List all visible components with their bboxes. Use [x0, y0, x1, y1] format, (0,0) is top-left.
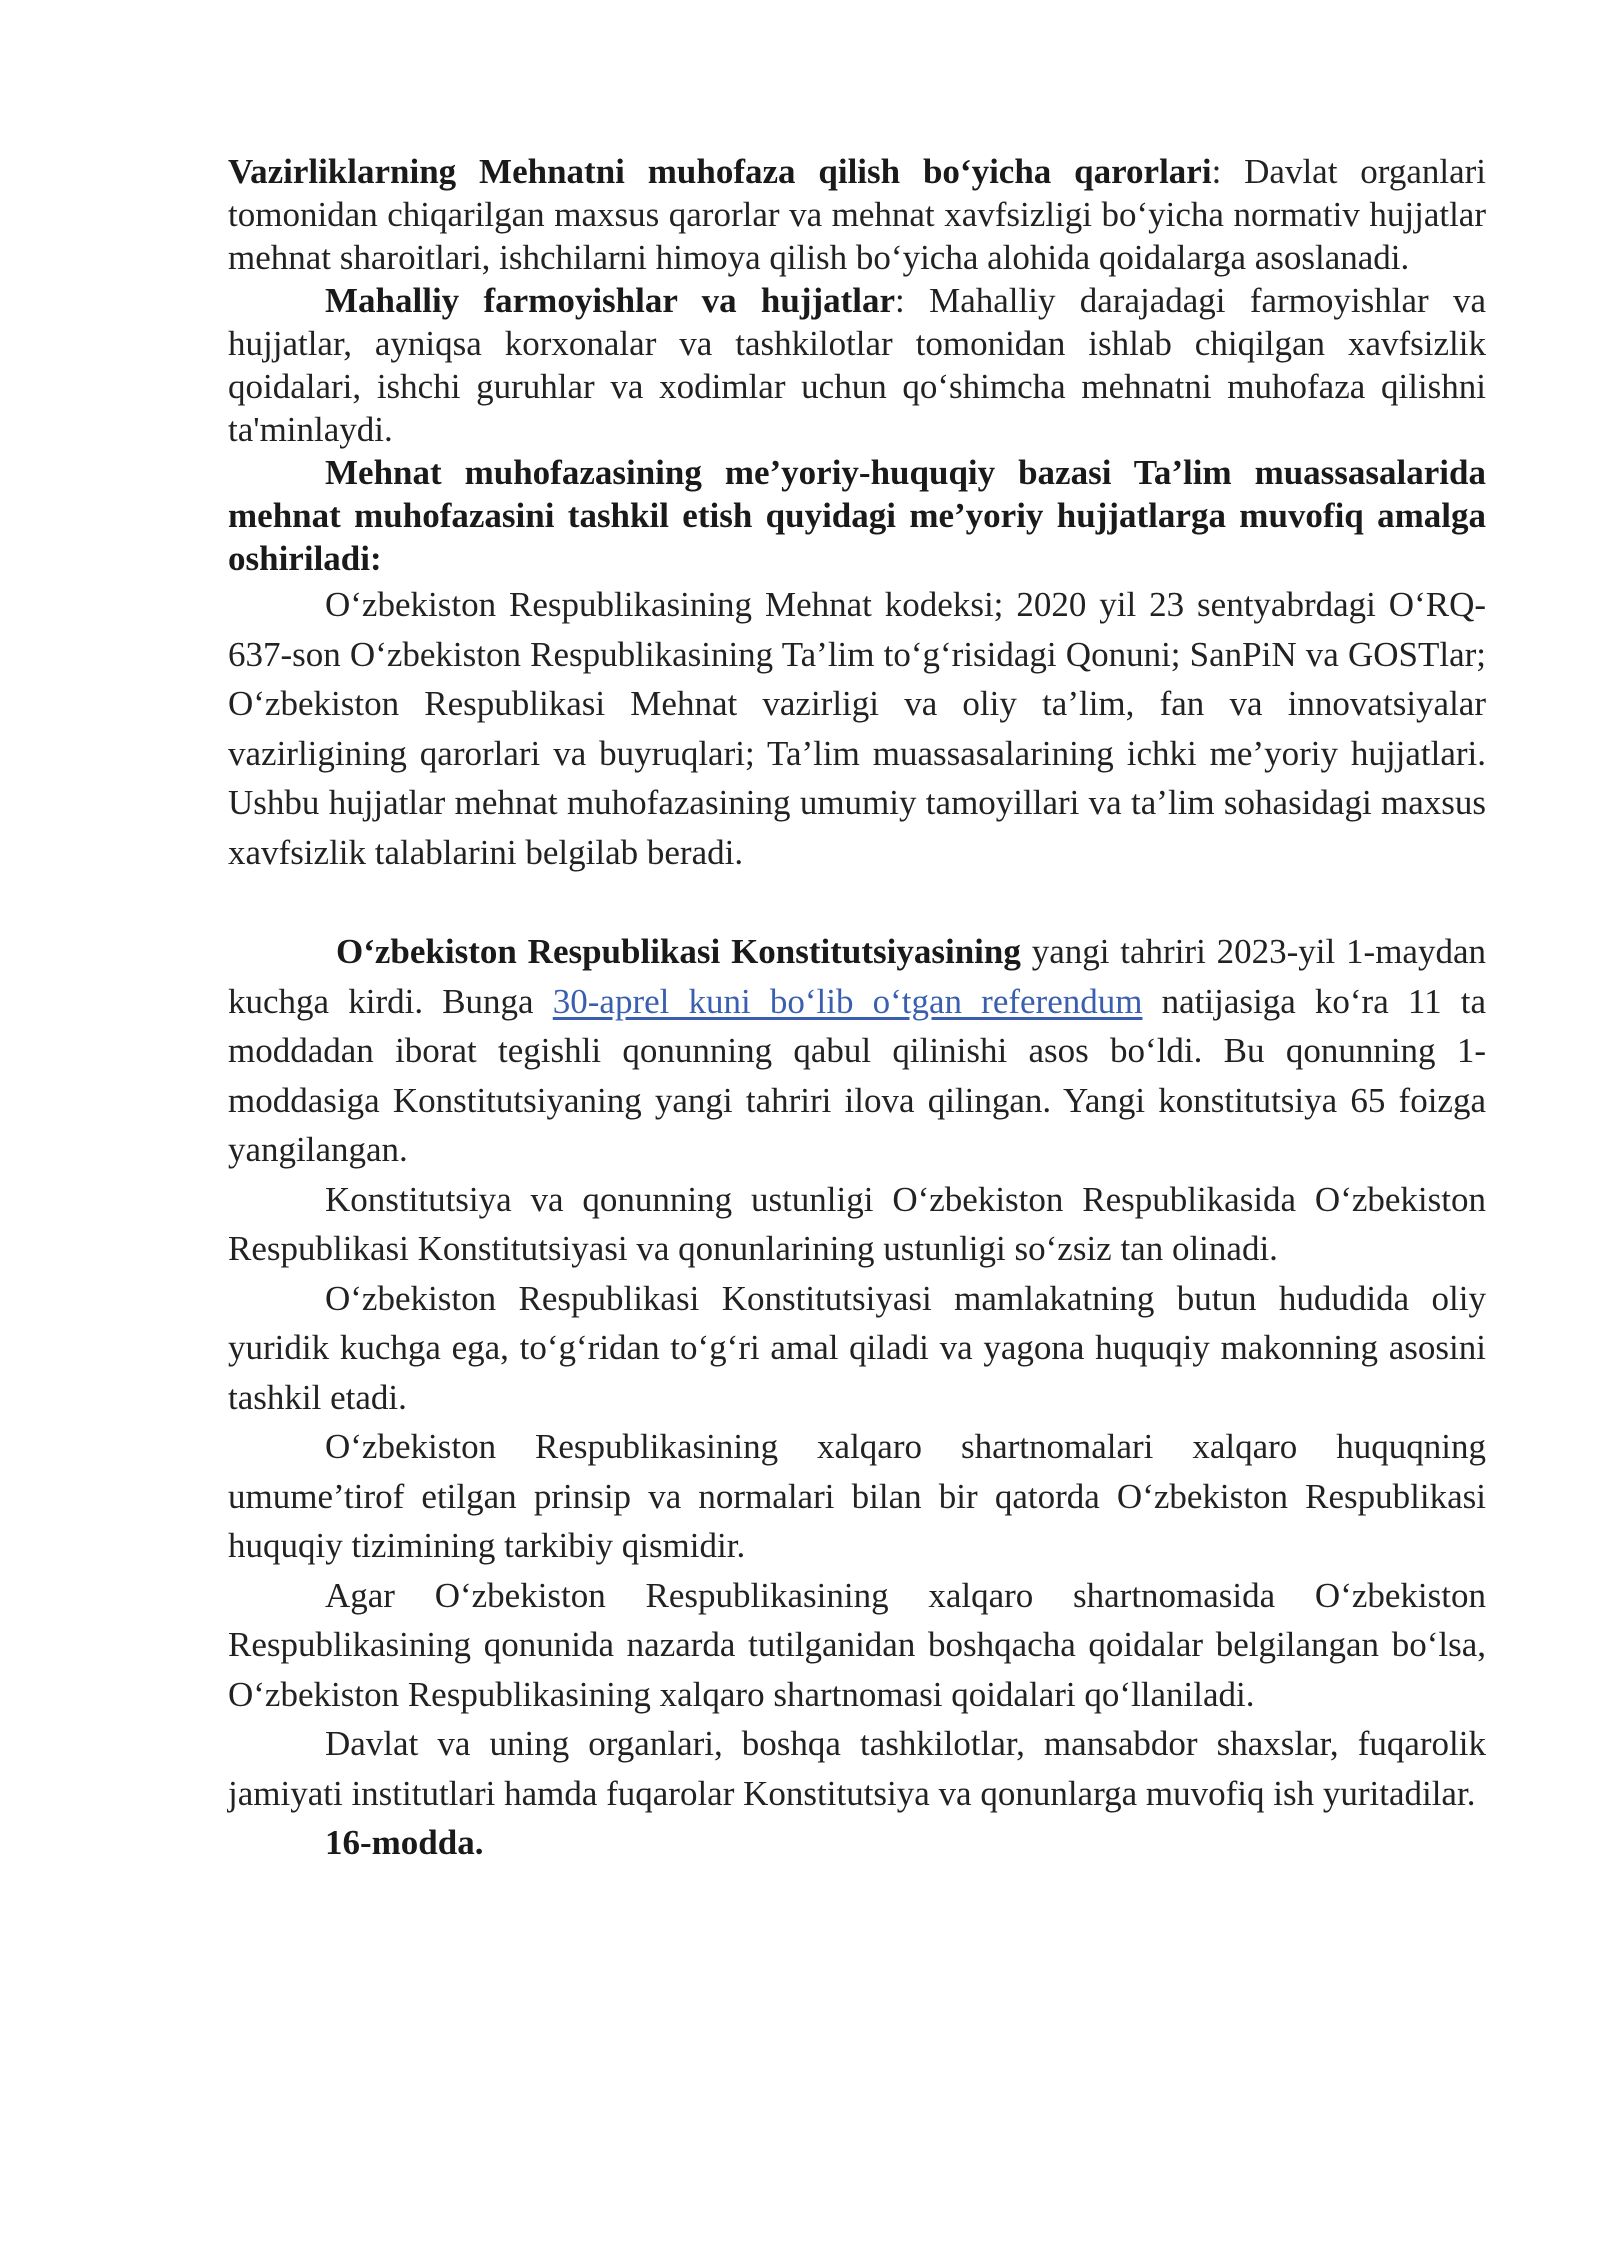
referendum-link[interactable]: 30-aprel kuni bo‘lib o‘tgan referendum: [552, 981, 1143, 1021]
term-local-orders: Mahalliy farmoyishlar va hujjatlar: [325, 281, 896, 320]
paragraph-ministry-decisions: [228, 150, 1486, 279]
term-constitution: O‘zbekiston Respublikasi Konstitutsiyasining: [336, 932, 1021, 971]
paragraph-supremacy: Konstitutsiya va qonunning ustunligi O‘zbekiston Respublikasida O‘zbekiston Respublikasi Konstitutsiyasi va qonunlarining ustunligi so‘zsiz tan olinadi.: [228, 1179, 1486, 1268]
paragraph-supreme-legal-force: O‘zbekiston Respublikasi Konstitutsiyasi mamlakatning butun hududida oliy yuridik kuchga ega, to‘g‘ridan to‘g‘ri amal qiladi va yagona huquqiy makonning asosini tashkil etadi.: [228, 1278, 1486, 1417]
paragraph-constitution-new-edition: [228, 927, 1486, 1175]
paragraph-treaty-priority: Agar O‘zbekiston Respublikasining xalqaro shartnomasida O‘zbekiston Respublikasining qonunida nazarda tutilganidan boshqacha qoidalar belgilangan bo‘lsa, O‘zbekiston Respublikasining xalqaro shartnomasi qoidalari qo‘llaniladi.: [228, 1575, 1486, 1714]
paragraph-international-treaties: O‘zbekiston Respublikasining xalqaro shartnomalari xalqaro huquqning umume’tirof etilgan prinsip va normalari bilan bir qatorda O‘zbekiston Respublikasi huquqiy tizimining tarkibiy qismidir.: [228, 1427, 1486, 1565]
paragraph-text: : Davlat organlari tomonidan chiqarilgan maxsus qarorlar va mehnat xavfsizligi bo‘yicha normativ hujjatlar mehnat sharoitlari, ishchilarni himoya qilish bo‘yicha alohida qoidalarga asoslanadi.: [228, 152, 1486, 277]
document-page: [228, 150, 1486, 1868]
paragraph-normative-documents: O‘zbekiston Respublikasining Mehnat kodeksi; 2020 yil 23 sentyabrdagi O‘RQ-637-son O‘zbekiston Respublikasining Ta’lim to‘g‘risidagi Qonuni; SanPiN va GOSTlar; O‘zbekiston Respublikasi Mehnat vazirligi va oliy ta’lim, fan va innovatsiyalar vazirligining qarorlari va buyruqlari; Ta’lim muassasalarining ichki me’yoriy hujjatlari. Ushbu hujjatlar mehnat muhofazasining umumiy tamoyillari va ta’lim sohasidagi maxsus xavfsizlik talablarini belgilab beradi.: [228, 585, 1486, 872]
paragraph-text: : Mahalliy darajadagi farmoyishlar va hujjatlar, ayniqsa korxonalar va tashkilotlar tomonidan ishlab chiqilgan xavfsizlik qoidalari, ishchi guruhlar va xodimlar uchun qo‘shimcha mehnatni muhofaza qilishni ta'minlaydi.: [228, 281, 1486, 449]
section-heading-legal-basis: Mehnat muhofazasining me’yoriy-huquqiy bazasi Ta’lim muassasalarida mehnat muhofazasini tashkil etish quyidagi me’yoriy hujjatlarga muvofiq amalga oshiriladi:: [228, 453, 1486, 578]
paragraph-text: natijasiga ko‘ra 11 ta moddadan iborat tegishli qonunning qabul qilinishi asos bo‘ldi. Bu qonunning 1-moddasiga Konstitutsiyaning yangi tahriri ilova qilingan. Yangi konstitutsiya 65 foizga yangilangan.: [228, 981, 1486, 1169]
article-heading-16: 16-modda.: [325, 1823, 484, 1862]
blank-line: [228, 877, 1486, 927]
term-ministry-decisions: Vazirliklarning Mehnatni muhofaza qilish bo‘yicha qarorlari: [228, 152, 1212, 191]
paragraph-text: yangi tahriri 2023-yil 1-maydan kuchga kirdi. Bunga: [228, 932, 1486, 1021]
paragraph-local-orders: [228, 279, 1486, 451]
paragraph-state-bodies: Davlat va uning organlari, boshqa tashkilotlar, mansabdor shaxslar, fuqarolik jamiyati institutlari hamda fuqarolar Konstitutsiya va qonunlarga muvofiq ish yuritadilar.: [228, 1724, 1486, 1813]
